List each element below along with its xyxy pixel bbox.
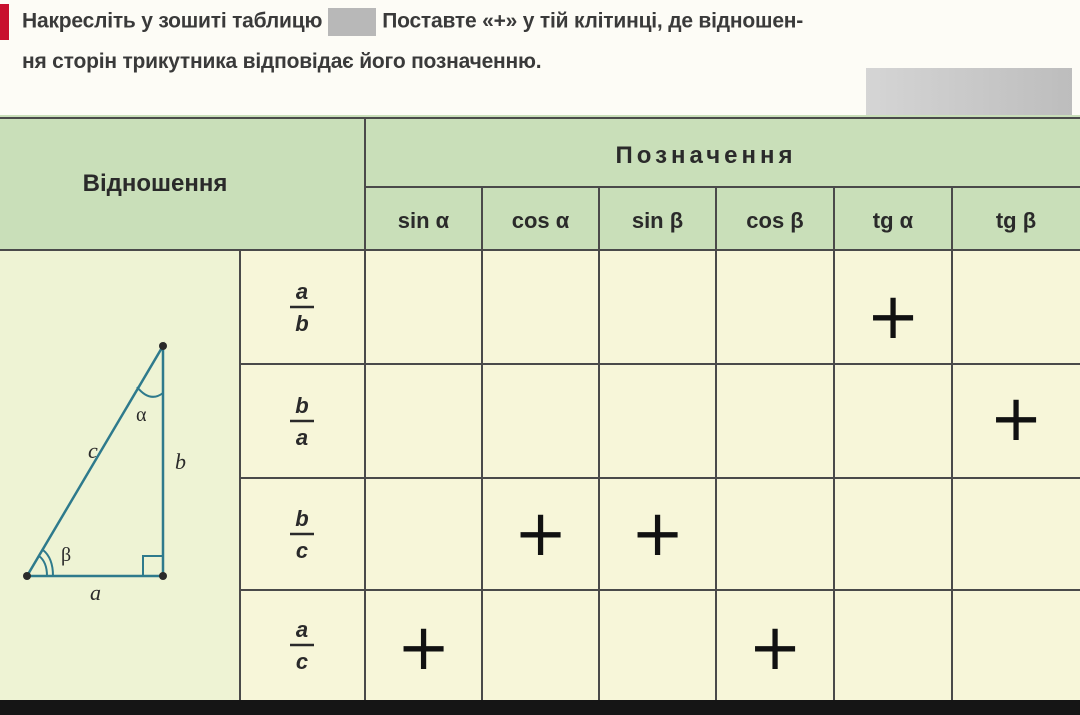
cell-mark: + [513, 497, 568, 571]
column-header: cos α [511, 208, 570, 233]
side-a-label: a [90, 580, 101, 605]
table-page [0, 115, 1080, 700]
instruction-line-2: ня сторін трикутника відповідає його позначенню. [22, 50, 542, 73]
vertex-top [159, 342, 167, 350]
red-marker [0, 4, 9, 40]
vertex-left [23, 572, 31, 580]
fraction-denominator: c [295, 538, 309, 563]
fraction-denominator: a [295, 425, 309, 450]
masked-box [328, 8, 376, 36]
column-header: sin β [631, 208, 684, 233]
instruction-part-2: Поставте «+» у тій клітинці, де відношен- [382, 9, 804, 33]
cell-mark: + [396, 611, 451, 685]
vertex-right [159, 572, 167, 580]
side-c-label: c [88, 438, 98, 463]
column-header: tg β [995, 208, 1037, 233]
fraction-denominator: c [295, 649, 309, 674]
row-fraction [290, 506, 314, 563]
bottom-bar [0, 700, 1080, 715]
cell-mark: + [989, 382, 1043, 456]
cell-mark: + [630, 497, 685, 571]
row-header: Відношення [82, 170, 228, 197]
fraction-numerator: a [295, 279, 309, 304]
fraction-numerator: b [295, 506, 309, 531]
column-header: cos β [746, 208, 804, 233]
column-header: sin α [397, 208, 450, 233]
row-fraction [290, 279, 314, 336]
instruction-line-1 [22, 8, 803, 36]
triangle-cell-bg [0, 250, 240, 700]
row-fraction [290, 393, 314, 450]
beta-label: β [61, 544, 72, 566]
row-fraction [290, 617, 314, 674]
alpha-label: α [136, 404, 147, 426]
cell-mark: + [748, 611, 802, 685]
column-header: tg α [872, 208, 914, 233]
side-b-label: b [175, 449, 186, 474]
group-header: Позначення [615, 142, 797, 169]
ratio-table [0, 115, 1080, 700]
instruction-part-1: Накресліть у зошиті таблицю [22, 9, 323, 33]
fraction-numerator: a [295, 617, 309, 642]
fraction-denominator: b [295, 311, 309, 336]
masked-area [866, 68, 1072, 116]
cell-mark: + [866, 280, 920, 354]
fraction-numerator: b [295, 393, 309, 418]
